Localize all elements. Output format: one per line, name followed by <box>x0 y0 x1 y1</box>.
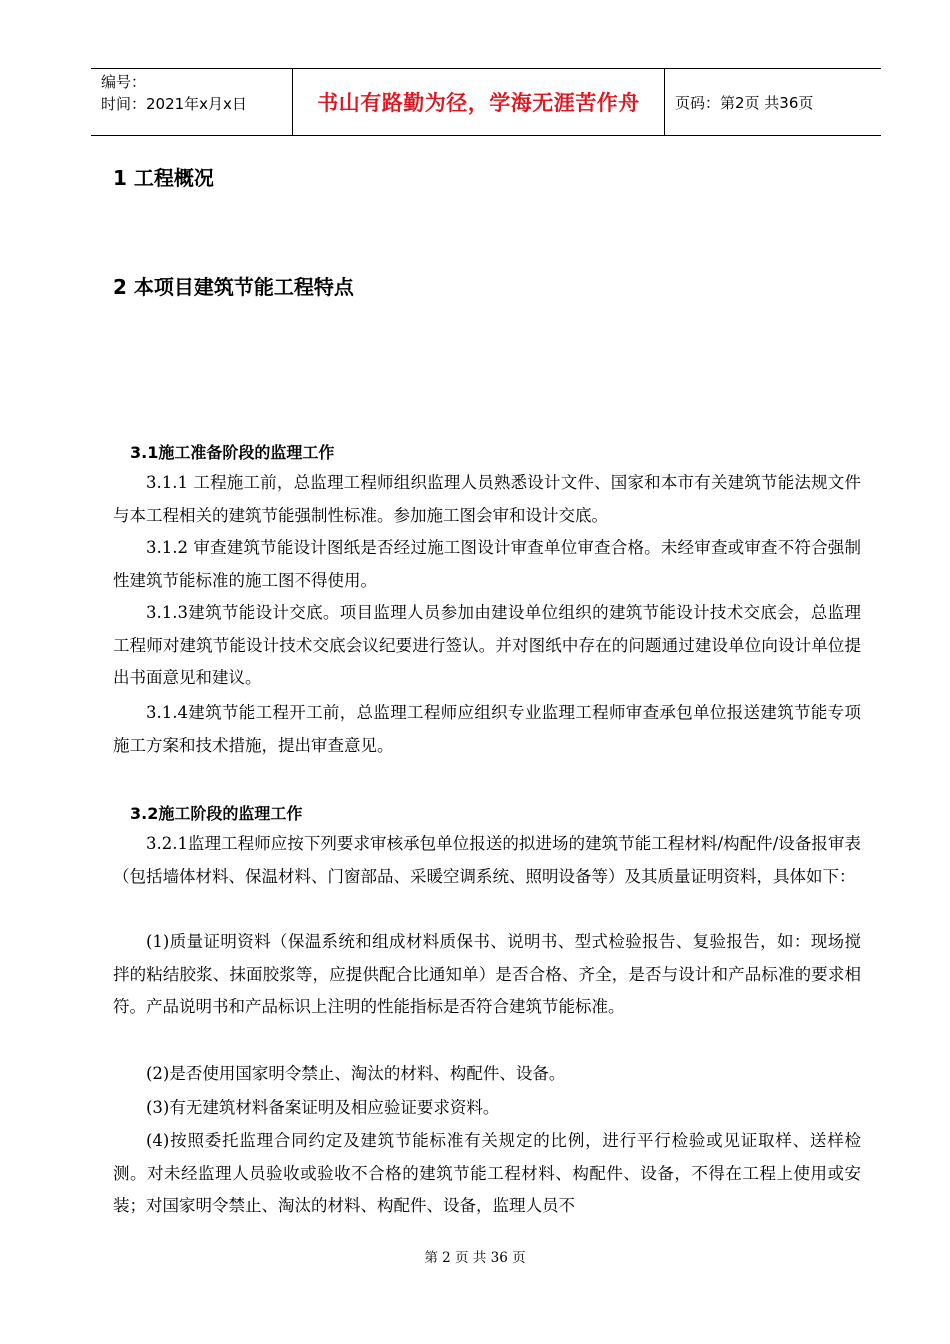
list-item-2: (2)是否使用国家明令禁止、淘汰的材料、构配件、设备。 <box>146 1064 566 1083</box>
paragraph-3-1-3: 3.1.3建筑节能设计交底。项目监理人员参加由建设单位组织的建筑节能设计技术交底会，总监理工程师对建筑节能设计技术交底会议纪要进行签认。并对图纸中存在的问题通过建设单位向设计单位提出书面意见和建议。 <box>113 603 861 687</box>
header-meta <box>91 69 293 135</box>
list-item-1: (1)质量证明资料（保温系统和组成材料质保书、说明书、型式检验报告、复验报告，如：现场搅拌的粘结胶浆、抹面胶浆等，应提供配合比通知单）是否合格、齐全，是否与设计和产品标准的要求相符。产品说明书和产品标识上注明的性能指标是否符合建筑节能标准。 <box>113 932 861 1016</box>
section-3-1-title: 3.1施工准备阶段的监理工作 <box>130 443 335 462</box>
document-date: 时间：2021年x月x日 <box>101 95 247 113</box>
section-2-title: 2 本项目建筑节能工程特点 <box>113 275 354 299</box>
page-footer: 第 2 页 共 36 页 <box>424 1250 526 1266</box>
paragraph-3-1-2: 3.1.2 审查建筑节能设计图纸是否经过施工图设计审查单位审查合格。未经审查或审查不符合强制性建筑节能标准的施工图不得使用。 <box>113 538 861 590</box>
paragraph-3-1-1: 3.1.1 工程施工前，总监理工程师组织监理人员熟悉设计文件、国家和本市有关建筑节能法规文件与本工程相关的建筑节能强制性标准。参加施工图会审和设计交底。 <box>113 473 861 525</box>
paragraph-3-1-4: 3.1.4建筑节能工程开工前，总监理工程师应组织专业监理工程师审查承包单位报送建筑节能专项施工方案和技术措施，提出审查意见。 <box>113 703 861 755</box>
header-motto <box>293 69 665 135</box>
page-number-label: 页码：第2页 共36页 <box>675 93 814 112</box>
page-header <box>91 68 881 136</box>
list-item-3: (3)有无建筑材料备案证明及相应验证要求资料。 <box>146 1098 500 1117</box>
list-item-4: (4)按照委托监理合同约定及建筑节能标准有关规定的比例，进行平行检验或见证取样、送样检测。对未经监理人员验收或验收不合格的建筑节能工程材料、构配件、设备，不得在工程上使用或安装；对国家明令禁止、淘汰的材料、构配件、设备，监理人员不 <box>113 1131 861 1215</box>
header-page-info <box>665 69 881 135</box>
paragraph-3-2-1: 3.2.1监理工程师应按下列要求审核承包单位报送的拟进场的建筑节能工程材料/构配件/设备报审表（包括墙体材料、保温材料、门窗部品、采暖空调系统、照明设备等）及其质量证明资料，具体如下： <box>113 834 861 886</box>
motto-text: 书山有路勤为径，学海无涯苦作舟 <box>317 91 640 115</box>
section-1-title: 1 工程概况 <box>113 166 214 190</box>
section-3-2-title: 3.2施工阶段的监理工作 <box>130 804 303 823</box>
document-number: 编号： <box>101 73 147 91</box>
